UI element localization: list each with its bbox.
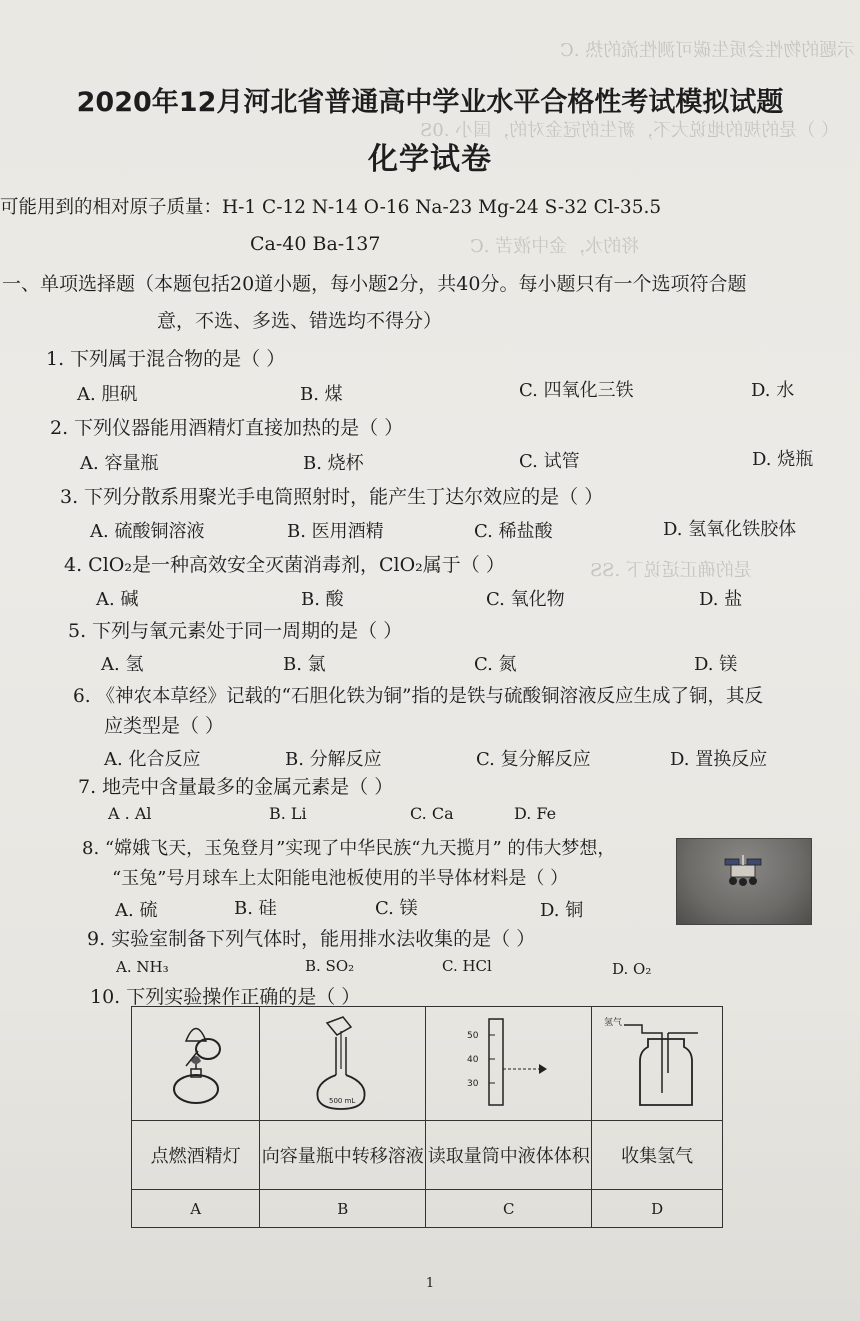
letter-d: D (592, 1190, 723, 1228)
q9-option-c: C. HCl (442, 957, 492, 975)
lunar-rover-photo (676, 838, 812, 925)
q1-option-c: C. 四氧化三铁 (519, 380, 634, 401)
q6-option-d: D. 置换反应 (670, 749, 768, 770)
q4-option-c: C. 氧化物 (486, 589, 565, 610)
q3-option-a: A. 硫酸铜溶液 (90, 521, 205, 542)
question-4: 4. ClO₂是一种高效安全灭菌消毒剂，ClO₂属于（ ） (64, 554, 505, 576)
q4-option-d: D. 盐 (699, 589, 743, 610)
letter-b: B (260, 1190, 426, 1228)
q6-option-a: A. 化合反应 (104, 749, 201, 770)
q9-option-a: A. NH₃ (116, 958, 169, 976)
question-1: 1. 下列属于混合物的是（ ） (46, 348, 286, 370)
question-6-cont: 应类型是（ ） (104, 715, 225, 737)
q9-option-b: B. SO₂ (305, 957, 355, 975)
graduated-cylinder-icon (459, 1009, 559, 1113)
experiment-table (131, 1006, 723, 1228)
q8-option-b: B. 硅 (234, 898, 277, 919)
q7-option-b: B. Li (269, 804, 307, 823)
exam-title: 2020年12月河北省普通高中学业水平合格性考试模拟试题 (76, 87, 784, 118)
flask-volume-label: 500 mL (328, 1097, 356, 1105)
label-b: 向容量瓶中转移溶液 (260, 1121, 426, 1190)
q8-option-d: D. 铜 (540, 900, 584, 921)
letter-c: C (426, 1190, 592, 1228)
bleed-through-text: （ ）是的规的地说大不，新生的冠金对的，国小 .0S (420, 120, 839, 141)
q1-option-b: B. 煤 (300, 384, 343, 405)
q7-option-d: D. Fe (514, 804, 557, 823)
atomic-masses-line1: 可能用到的相对原子质量：H-1 C-12 N-14 O-16 Na-23 Mg-24 S-32 Cl-35.5 (0, 197, 662, 218)
question-7: 7. 地壳中含量最多的金属元素是（ ） (78, 776, 394, 798)
bleed-through-text: 将的水，金中液苦 .C (470, 236, 640, 257)
q2-option-d: D. 烧瓶 (752, 449, 814, 470)
rover-icon (723, 853, 765, 893)
tick-50: 50 (466, 1031, 479, 1041)
section-heading: 一、单项选择题（本题包括20道小题，每小题2分，共40分。每小题只有一个选项符合题 (2, 273, 747, 295)
q3-option-c: C. 稀盐酸 (474, 521, 553, 542)
label-a: 点燃酒精灯 (132, 1121, 260, 1190)
q7-option-a: A . Al (108, 804, 152, 823)
bleed-through-text: 示题的物性会质生碳可测性流的热 .C (560, 40, 856, 61)
diagram-b-cell (260, 1007, 426, 1121)
q4-option-a: A. 碱 (96, 589, 139, 610)
diagram-d-cell (592, 1007, 723, 1121)
label-c: 读取量筒中液体体积 (426, 1121, 592, 1190)
letter-a: A (132, 1190, 260, 1228)
page-number: 1 (425, 1276, 435, 1291)
question-5: 5. 下列与氧元素处于同一周期的是（ ） (68, 620, 403, 642)
q5-option-d: D. 镁 (694, 654, 738, 675)
bleed-through-text: 是的确正适说下 .SS (590, 560, 752, 581)
q6-option-c: C. 复分解反应 (476, 749, 591, 770)
q4-option-b: B. 酸 (301, 589, 344, 610)
q3-option-d: D. 氢氧化铁胶体 (663, 519, 797, 540)
question-3: 3. 下列分散系用聚光手电筒照射时，能产生丁达尔效应的是（ ） (60, 486, 604, 508)
diagram-c-cell (426, 1007, 592, 1121)
question-6: 6. 《神农本草经》记载的“石胆化铁为铜”指的是铁与硫酸铜溶液反应生成了铜，其反 (73, 686, 763, 707)
section-heading-cont: 意，不选、多选、错选均不得分） (157, 310, 443, 332)
q5-option-b: B. 氯 (283, 654, 326, 675)
q8-option-c: C. 镁 (375, 898, 418, 919)
q1-option-d: D. 水 (751, 380, 795, 401)
q2-option-a: A. 容量瓶 (80, 453, 159, 474)
question-8: 8. “嫦娥飞天，玉兔登月”实现了中华民族“九天揽月” 的伟大梦想， (82, 838, 616, 859)
q8-option-a: A. 硫 (115, 900, 158, 921)
question-8-cont: “玉兔”号月球车上太阳能电池板使用的半导体材料是（ ） (112, 868, 569, 889)
q2-option-b: B. 烧杯 (303, 453, 364, 474)
q3-option-b: B. 医用酒精 (287, 521, 384, 542)
q5-option-c: C. 氮 (474, 654, 517, 675)
q2-option-c: C. 试管 (519, 451, 580, 472)
alcohol-lamp-icon (156, 1011, 236, 1111)
question-9: 9. 实验室制备下列气体时，能用排水法收集的是（ ） (87, 928, 536, 950)
q7-option-c: C. Ca (410, 804, 454, 823)
atomic-masses-line2: Ca-40 Ba-137 (250, 233, 381, 255)
question-10: 10. 下列实验操作正确的是（ ） (90, 986, 361, 1008)
exam-subtitle: 化学试卷 (368, 142, 492, 177)
label-d: 收集氢气 (592, 1121, 723, 1190)
volumetric-flask-icon (303, 1009, 383, 1113)
tick-30: 30 (466, 1079, 479, 1089)
q6-option-b: B. 分解反应 (285, 749, 382, 770)
q5-option-a: A. 氢 (101, 654, 144, 675)
q1-option-a: A. 胆矾 (77, 384, 138, 405)
gas-collection-bottle-icon (602, 1009, 712, 1113)
q9-option-d: D. O₂ (612, 960, 652, 978)
question-2: 2. 下列仪器能用酒精灯直接加热的是（ ） (50, 417, 404, 439)
diagram-a-cell (132, 1007, 260, 1121)
gas-label: 氢气 (604, 1018, 623, 1028)
tick-40: 40 (466, 1055, 479, 1065)
